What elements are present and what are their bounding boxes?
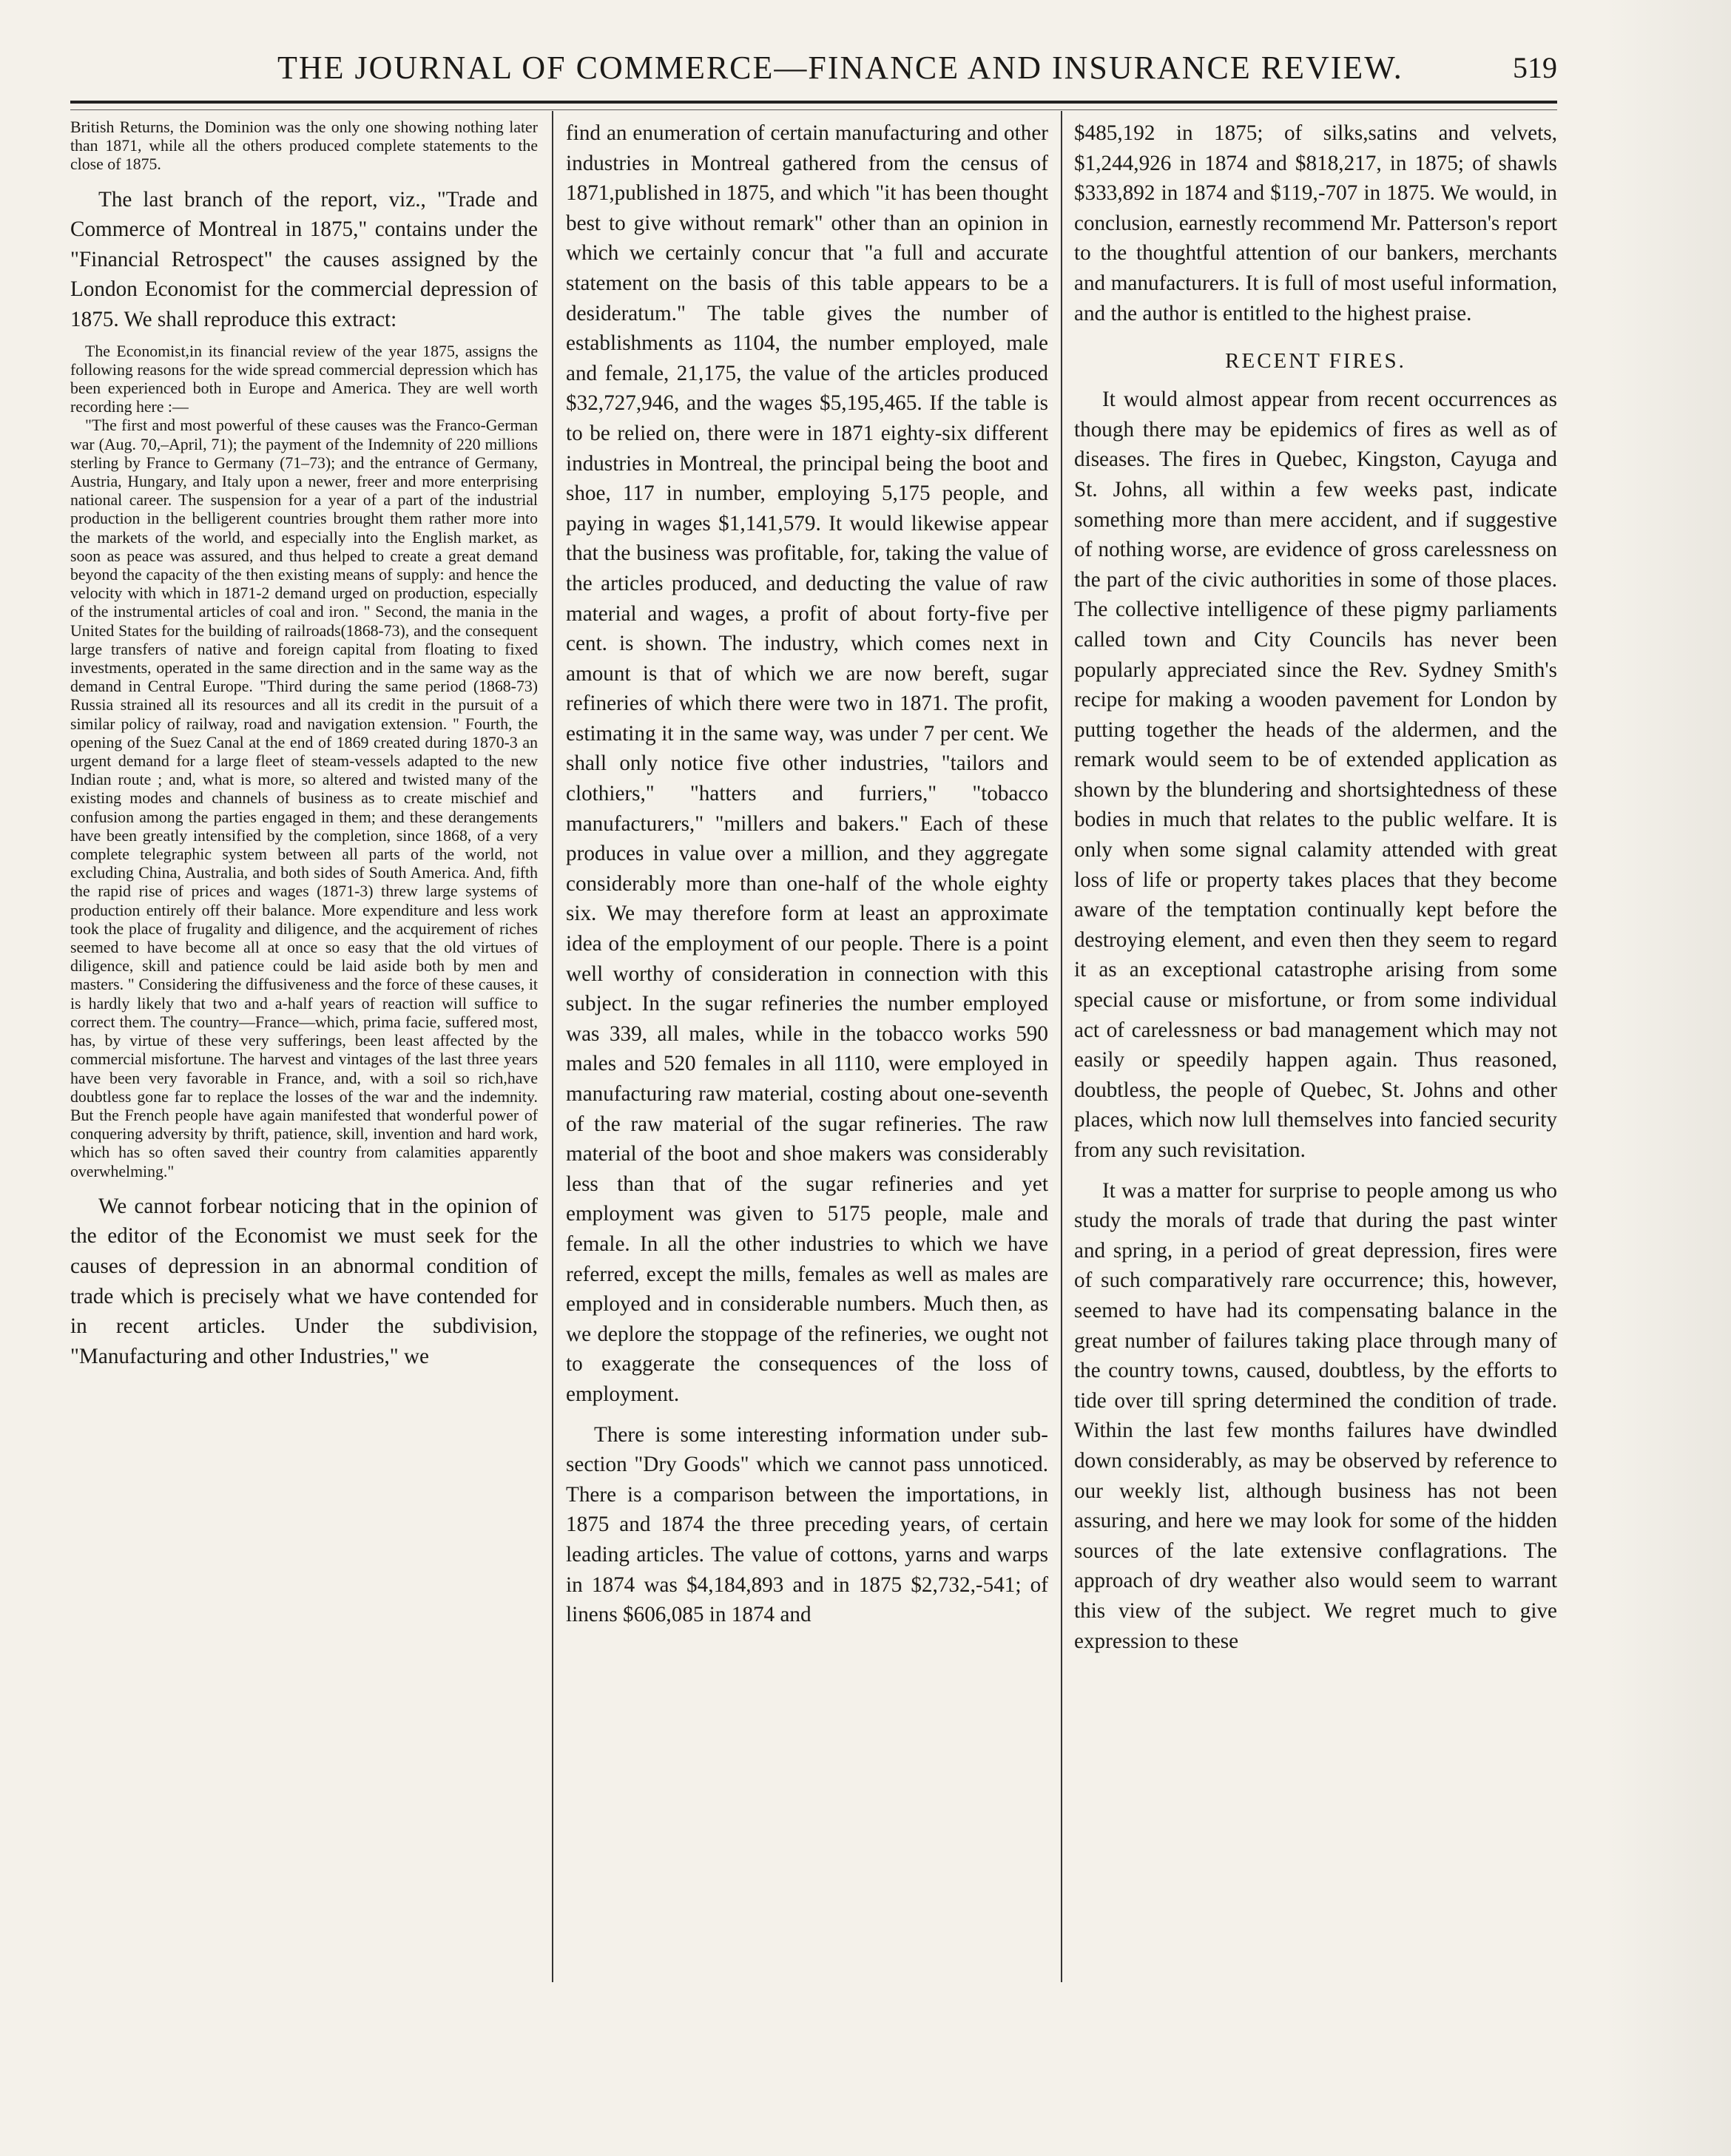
column-divider-2	[1061, 111, 1062, 1982]
page-number: 519	[1513, 51, 1557, 84]
column-3	[1074, 118, 1557, 1656]
header-rule-thick	[70, 101, 1557, 104]
paragraph: We cannot forbear noticing that in the opinion of the editor of the Economist we must seek for the causes of depression in an abnormal condition of trade which is precisely what we have contended for in recent articles. Under the subdivision, "Manufacturing and other Industries," we	[70, 1194, 538, 1368]
section-heading: RECENT FIRES.	[1225, 349, 1406, 374]
page-edge-shadow	[1605, 0, 1731, 2156]
paragraph: It would almost appear from recent occurrences as though there may be epidemics of fires as well as of diseases. The fires in Quebec, Kingston, Cayuga and St. Johns, all within a few weeks past, indicate something more than mere accident, and if suggestive of nothing worse, are evidence of gross carelessness on the part of the civic authorities in some of those places. The collective intelligence of these pigmy parliaments called town and City Councils has never been popularly appreciated since the Rev. Sydney Smith's recipe for making a wooden pavement for London by putting together the heads of the aldermen, and the remark would seem to be of extended application as shown by the blundering and shortsightedness of these bodies in much that relates to the public welfare. It is only when some signal calamity attended with great loss of life or property takes places that they become aware of the temptation continually kept before the destroying element, and even then they seem to regard it as an exceptional catastrophe arising from some special cause or misfortune, or from some individual act of carelessness or bad management which may not easily or speedily happen again. Thus reasoned, doubtless, the people of Quebec, St. Johns and other places, which now lull themselves into fancied security from any such revisitation.	[1074, 388, 1557, 1162]
column-divider-1	[552, 111, 553, 1982]
paragraph: There is some interesting information under sub-section "Dry Goods" which we cannot pass unnoticed. There is a comparison between the importations, in 1875 and 1874 the three preceding years, of certain leading articles. The value of cottons, yarns and warps in 1874 was $4,184,893 and in 1875 $2,732,-541; of linens $606,085 in 1874 and	[566, 1422, 1048, 1627]
paragraph-continued: British Returns, the Dominion was the only one showing nothing later than 1871, while all the others produced complete statements to the close of 1875.	[70, 118, 538, 174]
running-header	[70, 46, 1557, 90]
paragraph-continued: find an enumeration of certain manufacturing and other industries in Montreal gathered from the census of 1871,published in 1875, and which "it has been thought best to give without remark" other than an opinion in which we certainly concur that "a full and accurate statement on the basis of this table appears to be a desideratum." The table gives the number of establishments as 1104, the number employed, male and female, 21,175, the value of the articles produced $32,727,946, and the wages $5,195,465. If the table is to be relied on, there were in 1871 eighty-six different industries in Montreal, the principal being the boot and shoe, 117 in number, employing 5,175 people, and paying in wages $1,141,579. It would likewise appear that the business was profitable, for, taking the value of the articles produced, and deducting the value of raw material and wages, a profit of about forty-five per cent. is shown. The industry, which comes next in amount is that of which we are now bereft, sugar refineries of which there were two in 1871. The profit, estimating it in the same way, was under 7 per cent. We shall only notice five other industries, "tailors and clothiers," "hatters and furriers," "tobacco manufacturers," "millers and bakers." Each of these produces in value over a million, and they aggregate considerably more than one-half of the whole eighty six. We may therefore form at least an approximate idea of the employment of our people. There is a point well worthy of consideration in connection with this subject. In the sugar refineries the number employed was 339, all males, while in the tobacco works 590 males and 520 females in all 1110, were employed in manufacturing raw material, costing about one-seventh of the raw material of the sugar refineries. The raw material of the boot and shoe makers was considerably less than that of the sugar refineries and yet employment was given to 5175 people, male and female. In all the other industries to which we have referred, except the mills, females as well as males are employed and in considerable numbers. Much then, as we deplore the stoppage of the refineries, we ought not to exaggerate the consequences of the loss of employment.	[566, 121, 1048, 1406]
header-rule-thin	[70, 109, 1557, 110]
paragraph: The last branch of the report, viz., "Trade and Commerce of Montreal in 1875," contains under the "Financial Retrospect" the causes assigned by the London Economist for the commercial depression of 1875. We shall reproduce this extract:	[70, 187, 538, 331]
quotation-body: "The first and most powerful of these causes was the Franco-German war (Aug. 70,–April, 71); the payment of the Indemnity of 220 millions sterling by France to Germany (71–73); and the entrance of Germany, Austria, Hungary, and Italy upon a newer, freer and more enterprising national career. The suspension for a year of a part of the industrial production in the belligerent countries brought them rather more into the markets of the world, and especially into the English market, as soon as peace was assured, and thus helped to create a great demand beyond the capacity of the then existing means of supply: and hence the velocity with which in 1871-2 demand urged on production, especially of the instrumental articles of coal and iron. " Second, the mania in the United States for the building of railroads(1868-73), and the consequent large transfers of native and foreign capital from floating to fixed investments, operated in the same direction and in the same way as the demand in Central Europe. "Third during the same period (1868-73) Russia strained all its resources and all its credit in the pursuit of a similar policy of railway, road and navigation extension. " Fourth, the opening of the Suez Canal at the end of 1869 created during 1870-3 an urgent demand for a large fleet of steam-vessels adapted to the new Indian route ; and, what is more, so altered and twisted many of the existing modes and channels of business as to create mischief and confusion among the parties engaged in them; and these derangements have been greatly intensified by the completion, since 1868, of a very complete telegraphic system between all parts of the world, not excluding China, Australia, and both sides of South America. And, fifth the rapid rise of prices and wages (1871-3) threw large systems of production entirely off their balance. More expenditure and less work took the place of frugality and diligence, and the acquirement of riches seemed to have become all at once so easy that the old virtues of diligence, skill and patience could be laid aside both by men and masters. " Considering the diffusiveness and the force of these causes, it is hardly likely that two and a-half years of reaction will suffice to correct them. The country—France—which, prima facie, suffered most, has, by virtue of these very sufferings, been least affected by the commercial misfortune. The harvest and vintages of the last three years have been very favorable in France, and, with a soil so rich,have doubtless gone far to replace the losses of the war and the indemnity. But the French people have again manifested that wonderful power of conquering adversity by thrift, patience, skill, invention and hard work, which has so often saved their country from calamities apparently overwhelming."	[70, 416, 538, 1180]
column-1	[70, 118, 538, 1371]
journal-title: THE JOURNAL OF COMMERCE—FINANCE AND INSURANCE REVIEW.	[277, 50, 1403, 86]
paragraph: It was a matter for surprise to people among us who study the morals of trade that during the past winter and spring, in a period of great depression, fires were of such comparatively rare occurrence; this, however, seemed to have had its compensating balance in the great number of failures taking place through many of the country towns, caused, doubtless, by the efforts to tide over till spring determined the condition of trade. Within the last few months failures have dwindled down considerably, as may be observed by reference to our weekly list, although business has not been assuring, and here we may look for some of the hidden sources of the late extensive conflagrations. The approach of dry weather also would seem to warrant this view of the subject. We regret much to give expression to these	[1074, 1178, 1557, 1653]
paragraph-continued: $485,192 in 1875; of silks,satins and velvets, $1,244,926 in 1874 and $818,217, in 1875; of shawls $333,892 in 1874 and $119,-707 in 1875. We would, in conclusion, earnestly recommend Mr. Patterson's report to the thoughtful attention of our bankers, merchants and manufacturers. It is full of most useful information, and the author is entitled to the highest praise.	[1074, 121, 1557, 325]
quotation-intro: The Economist,in its financial review of the year 1875, assigns the following reasons for the wide spread commercial depression which has been experienced both in Europe and America. They are well worth recording here :—	[70, 342, 538, 416]
column-2	[566, 118, 1048, 1630]
